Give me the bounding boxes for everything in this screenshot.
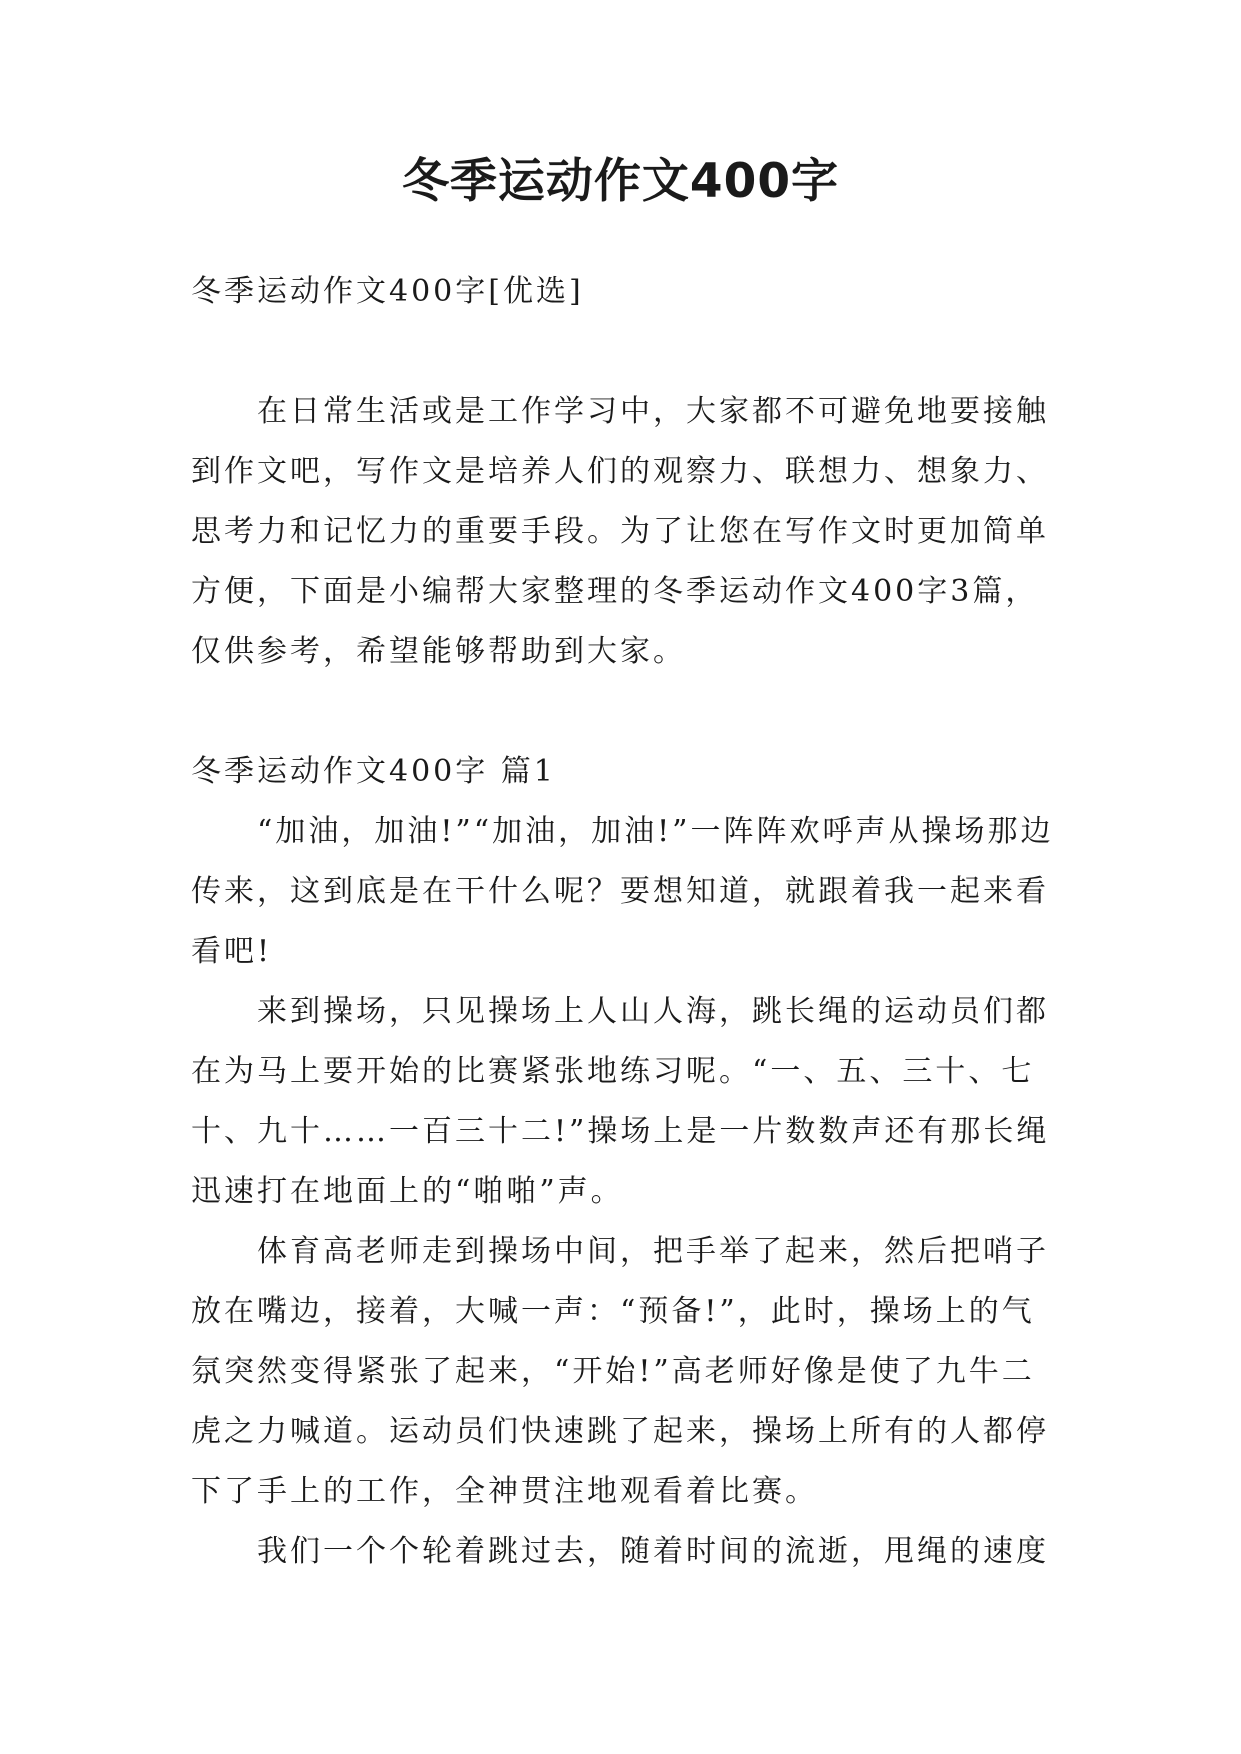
document-body <box>191 262 1061 1582</box>
body-paragraph: “加油，加油!”“加油，加油!”一阵阵欢呼声从操场那边传来，这到底是在干什么呢？要想知道，就跟着我一起来看看吧! <box>191 814 1054 969</box>
body-paragraph: 我们一个个轮着跳过去，随着时间的流逝，甩绳的速度 <box>257 1534 1049 1569</box>
body-paragraph: 体育高老师走到操场中间，把手举了起来，然后把哨子放在嘴边，接着，大喊一声：“预备!”，此时，操场上的气氛突然变得紧张了起来，“开始!”高老师好像是使了九牛二虎之力喊道。运动员们快速跳了起来，操场上所有的人都停下了手上的工作，全神贯注地观看着比赛。 <box>191 1234 1049 1509</box>
spacer <box>191 322 1061 382</box>
spacer <box>191 682 1061 742</box>
body-paragraph: 来到操场，只见操场上人山人海，跳长绳的运动员们都在为马上要开始的比赛紧张地练习呢。“一、五、三十、七十、九十……一百三十二!”操场上是一片数数声还有那长绳迅速打在地面上的“啪啪”声。 <box>191 994 1050 1209</box>
section-heading: 冬季运动作文400字 篇1 <box>191 754 556 789</box>
document-title: 冬季运动作文400字 <box>401 154 840 209</box>
document-subtitle: 冬季运动作文400字[优选] <box>191 274 584 309</box>
intro-paragraph: 在日常生活或是工作学习中，大家都不可避免地要接触到作文吧，写作文是培养人们的观察力、联想力、想象力、思考力和记忆力的重要手段。为了让您在写作文时更加简单方便，下面是小编帮大家整理的冬季运动作文400字3篇，仅供参考，希望能够帮助到大家。 <box>191 394 1049 669</box>
